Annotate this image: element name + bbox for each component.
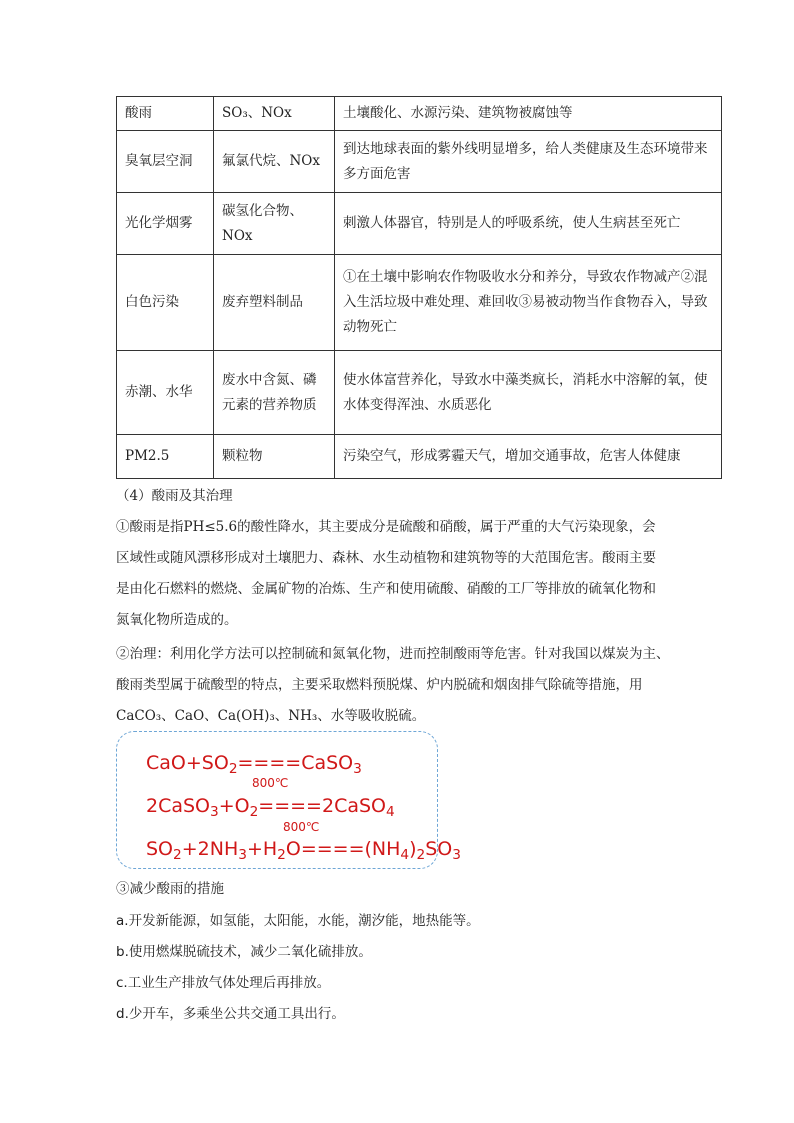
paragraph-line: CaCO₃、CaO、Ca(OH)₃、NH₃、水等吸收脱硫。 <box>116 708 426 724</box>
paragraph-line: ①酸雨是指PH≤5.6的酸性降水，其主要成分是硫酸和硝酸，属于严重的大气污染现象，会 <box>116 519 656 535</box>
pollution-cause: 氟氯代烷、NOx <box>214 131 335 193</box>
paragraph-line: ②治理：利用化学方法可以控制硫和氮氧化物，进而控制酸雨等危害。针对我国以煤炭为主、 <box>116 646 670 662</box>
equation-3: $SO_2+2NH_3+H_2O====(NH_4)_2SO_3$ <box>146 838 461 864</box>
pollution-cause: 碳氢化合物、NOx <box>214 193 335 255</box>
reaction-condition: 800℃ <box>283 820 320 834</box>
pollution-name: 赤潮、水华 <box>117 351 214 435</box>
table-row <box>117 351 722 435</box>
pollution-harm: 刺激人体器官，特别是人的呼吸系统，使人生病甚至死亡 <box>335 193 722 255</box>
pollution-harm: ①在土壤中影响农作物吸收水分和养分，导致农作物减产②混入生活垃圾中难处理、难回收③易被动物当作食物吞入，导致动物死亡 <box>335 255 722 351</box>
pollution-cause: 颗粒物 <box>214 435 335 479</box>
pollution-harm: 到达地球表面的紫外线明显增多，给人类健康及生态环境带来多方面危害 <box>335 131 722 193</box>
list-item: a.开发新能源，如氢能，太阳能，水能，潮汐能，地热能等。 <box>116 913 480 929</box>
pollution-cause: 废水中含氮、磷元素的营养物质 <box>214 351 335 435</box>
list-item: d.少开车，多乘坐公共交通工具出行。 <box>116 1006 345 1022</box>
table-row <box>117 255 722 351</box>
pollution-name: 白色污染 <box>117 255 214 351</box>
pollution-name: 光化学烟雾 <box>117 193 214 255</box>
equation-2: $2CaSO_3+O_2====2CaSO_4$ <box>146 795 395 821</box>
paragraph-line: 区域性或随风漂移形成对土壤肥力、森林、水生动植物和建筑物等的大范围危害。酸雨主要 <box>116 550 656 566</box>
pollution-harm: 土壤酸化、水源污染、建筑物被腐蚀等 <box>335 97 722 131</box>
section-heading: （4）酸雨及其治理 <box>116 488 233 504</box>
pollution-name: 臭氧层空洞 <box>117 131 214 193</box>
pollution-harm: 使水体富营养化，导致水中藻类疯长，消耗水中溶解的氧，使水体变得浑浊、水质恶化 <box>335 351 722 435</box>
table-row <box>117 131 722 193</box>
measures-heading: ③减少酸雨的措施 <box>116 881 224 897</box>
pollution-name: 酸雨 <box>117 97 214 131</box>
pollution-cause: SO₃、NOx <box>214 97 335 131</box>
pollution-table <box>116 96 722 479</box>
paragraph-line: 酸雨类型属于硫酸型的特点，主要采取燃料预脱煤、炉内脱硫和烟囱排气除硫等措施，用 <box>116 677 643 693</box>
equation-1: $CaO+SO_2====CaSO_3$ <box>146 752 362 778</box>
pollution-cause: 废弃塑料制品 <box>214 255 335 351</box>
pollution-name: PM2.5 <box>117 435 214 479</box>
table-row <box>117 435 722 479</box>
list-item: c.工业生产排放气体处理后再排放。 <box>116 975 331 991</box>
paragraph-line: 氮氧化物所造成的。 <box>116 612 238 628</box>
table-row <box>117 193 722 255</box>
list-item: b.使用燃煤脱硫技术，减少二氧化硫排放。 <box>116 944 372 960</box>
pollution-harm: 污染空气，形成雾霾天气，增加交通事故，危害人体健康 <box>335 435 722 479</box>
reaction-condition: 800℃ <box>252 776 289 790</box>
paragraph-line: 是由化石燃料的燃烧、金属矿物的冶炼、生产和使用硫酸、硝酸的工厂等排放的硫氧化物和 <box>116 581 656 597</box>
table-row <box>117 97 722 131</box>
